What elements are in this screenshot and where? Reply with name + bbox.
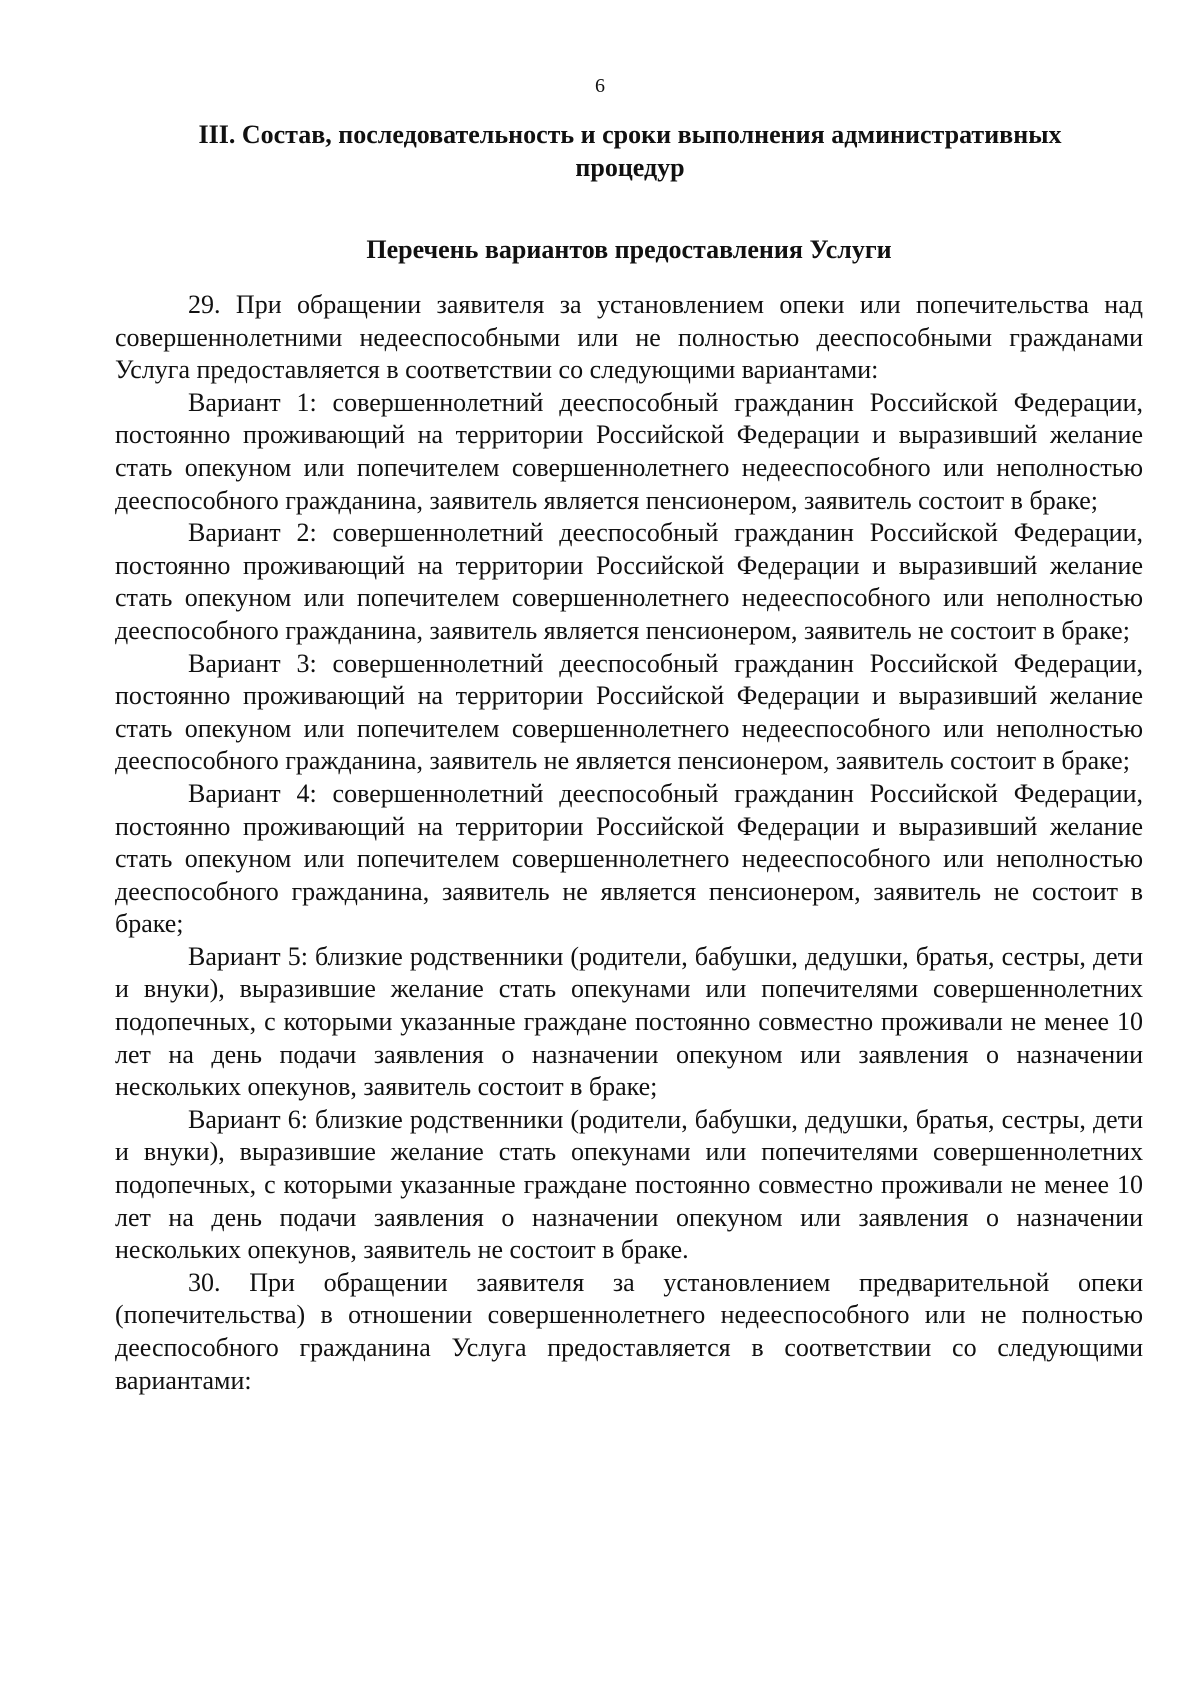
page-number: 6 (595, 75, 605, 97)
section-title: III. Состав, последовательность и сроки выполнения административных процедур (198, 120, 1062, 182)
paragraph-30: 30. При обращении заявителя за установлением предварительной опеки (попечительства) в отношении совершеннолетнего недееспособного или не полностью дееспособного гражданина Услуга предоставляется в соответствии со следующими вариантами: (115, 1267, 1143, 1395)
paragraph-29: 29. При обращении заявителя за установлением опеки или попечительства над совершеннолетними недееспособными или не полностью дееспособными гражданами Услуга предоставляется в соответствии со следующими вариантами: (115, 290, 1143, 385)
variant-5: Вариант 5: близкие родственники (родители, бабушки, дедушки, братья, сестры, дети и внуки), выразившие желание стать опекунами или попечителями совершеннолетних подопечных, с которыми указанные граждане постоянно совместно проживали не менее 10 лет на день подачи заявления о назначении опекуном или заявления о назначении нескольких опекунов, заявитель состоит в браке; (115, 941, 1143, 1102)
variant-4: Вариант 4: совершеннолетний дееспособный гражданин Российской Федерации, постоянно проживающий на территории Российской Федерации и выразивший желание стать опекуном или попечителем совершеннолетнего недееспособного или неполностью дееспособного гражданина, заявитель не является пенсионером, заявитель не состоит в браке; (115, 778, 1143, 939)
variant-2: Вариант 2: совершеннолетний дееспособный гражданин Российской Федерации, постоянно проживающий на территории Российской Федерации и выразивший желание стать опекуном или попечителем совершеннолетнего недееспособного или неполностью дееспособного гражданина, заявитель является пенсионером, заявитель не состоит в браке; (115, 518, 1143, 645)
variant-3: Вариант 3: совершеннолетний дееспособный гражданин Российской Федерации, постоянно проживающий на территории Российской Федерации и выразивший желание стать опекуном или попечителем совершеннолетнего недееспособного или неполностью дееспособного гражданина, заявитель не является пенсионером, заявитель состоит в браке; (115, 648, 1143, 776)
subsection-title: Перечень вариантов предоставления Услуги (366, 235, 892, 264)
variant-1: Вариант 1: совершеннолетний дееспособный гражданин Российской Федерации, постоянно проживающий на территории Российской Федерации и выразивший желание стать опекуном или попечителем совершеннолетнего недееспособного или неполностью дееспособного гражданина, заявитель является пенсионером, заявитель состоит в браке; (115, 387, 1143, 515)
body-text (115, 289, 1143, 1397)
variant-6: Вариант 6: близкие родственники (родители, бабушки, дедушки, братья, сестры, дети и внуки), выразившие желание стать опекунами или попечителями совершеннолетних подопечных, с которыми указанные граждане постоянно совместно проживали не менее 10 лет на день подачи заявления о назначении опекуном или заявления о назначении нескольких опекунов, заявитель не состоит в браке. (115, 1104, 1143, 1265)
